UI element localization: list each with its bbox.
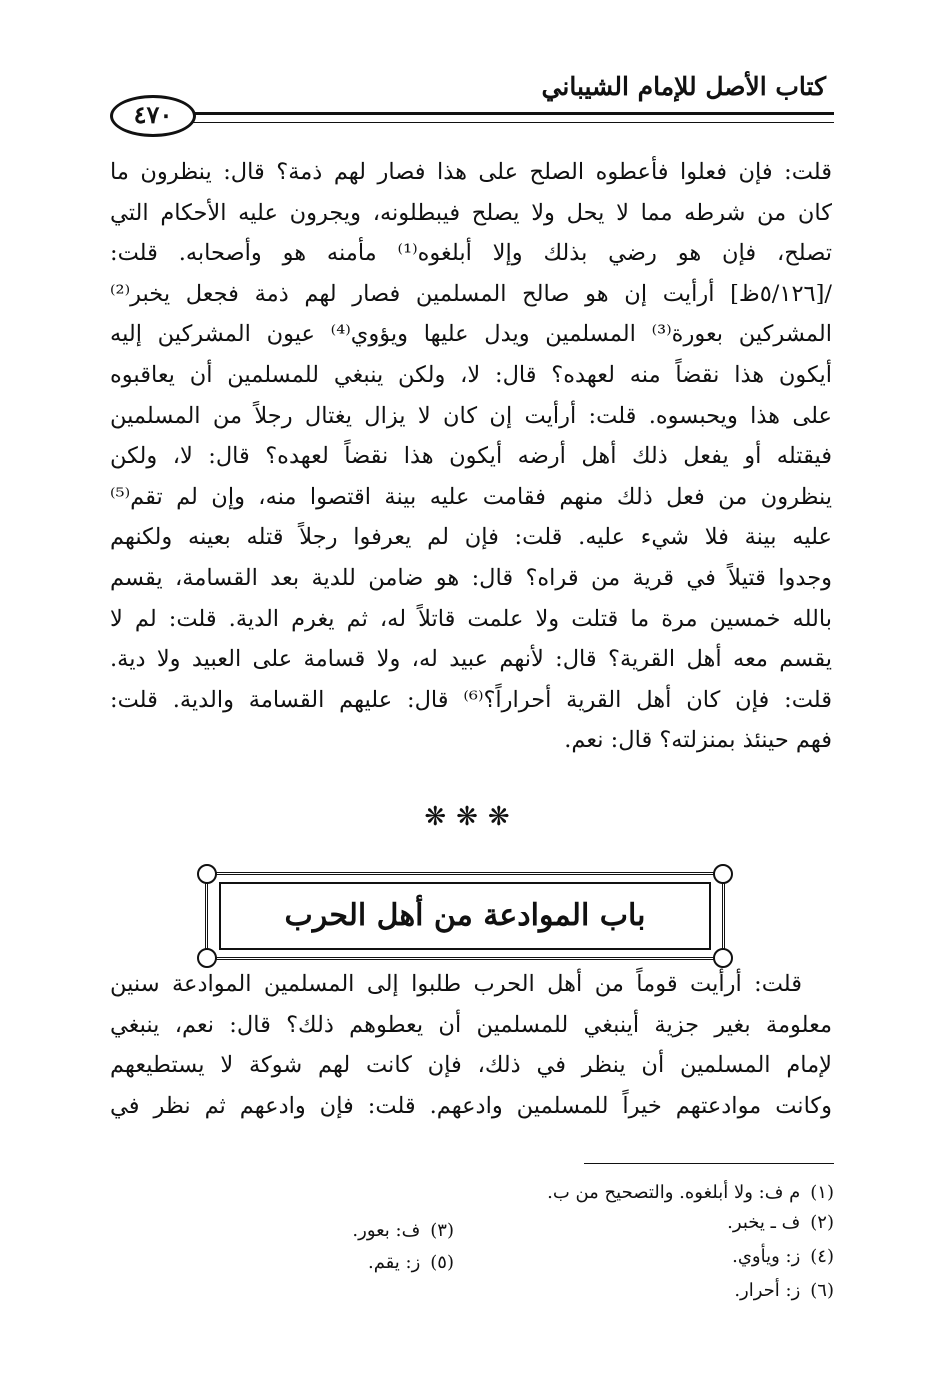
page-number: ٤٧٠	[110, 95, 196, 137]
section-separator: ❋❋❋	[424, 802, 520, 832]
body-paragraph-2	[110, 964, 832, 1126]
text-line: كان من شرطه مما لا يحل ولا يصلح فيبطلونه، ويجرون عليه الأحكام التي	[110, 199, 832, 226]
frame-corner-ornament	[197, 864, 217, 884]
footnote-5	[368, 1248, 454, 1277]
text-line: على هذا ويحبسوه. قلت: أرأيت إن كان لا يزال يغتال رجلاً من المسلمين	[110, 402, 832, 429]
footnote-text: ز: ويأوي.	[732, 1246, 801, 1267]
text-line: ينظرون من فعل ذلك منهم فقامت عليه بينة اقتصوا منه، وإن لم تقم⁽⁵⁾	[110, 483, 832, 510]
footnote-text: ز: يقم.	[367, 1252, 421, 1273]
text-line: بالله خمسين مرة ما قتلت ولا علمت قاتلاً له، ثم يغرم الدية. قلت: لم لا	[110, 605, 832, 632]
text-line: المشركين بعورة⁽³⁾ المسلمين ويدل عليها ويؤوي⁽⁴⁾ عيون المشركين إليه	[110, 321, 832, 348]
text-line: معلومة بغير جزية أينبغي للمسلمين أن يعطوهم ذلك؟ قال: نعم، ينبغي	[110, 1011, 832, 1038]
footnote-number: (٥)	[430, 1252, 454, 1273]
text-line: قلت: أرأيت قوماً من أهل الحرب طلبوا إلى المسلمين الموادعة سنين	[110, 971, 802, 997]
footnote-number: (٤)	[810, 1246, 834, 1267]
text-line: قلت: فإن كان أهل القرية أحراراً؟⁽⁶⁾ قال: عليهم القسامة والدية. قلت:	[110, 686, 832, 713]
footnote-rule	[584, 1163, 834, 1164]
header-rule	[168, 112, 834, 123]
text-line: /[٥/١٢٦ظ] أرأيت إن هو صالح المسلمين فصار لهم ذمة فجعل يخبر⁽²⁾	[110, 280, 832, 307]
text-line: لإمام المسلمين أن ينظر في ذلك، فإن كانت لهم شوكة لا يستطيعهم	[110, 1052, 832, 1079]
footnote-text: ف ـ يخبر.	[727, 1212, 801, 1233]
footnote-number: (١)	[810, 1182, 834, 1203]
footnote-4	[732, 1242, 834, 1271]
text-line: يقسم معه أهل القرية؟ قال: لأنهم عبيد له، ولا قسامة على العبيد ولا دية.	[110, 646, 832, 673]
text-line: عليه بينة فلا شيء عليه. قلت: فإن لم يعرفوا رجلاً قتله بعينه ولكنهم	[110, 524, 832, 551]
text-line: وجدوا قتيلاً في قرية من قراه؟ قال: هو ضامن للدية بعد القسامة، يقسم	[110, 564, 832, 591]
footnote-text: م ف: ولا أبلغوه. والتصحيح من ب.	[547, 1182, 801, 1203]
footnote-3	[352, 1216, 454, 1245]
chapter-title: باب الموادعة من أهل الحرب	[284, 898, 646, 933]
footnote-1	[547, 1178, 834, 1207]
text-line: تصلح، فإن هو رضي بذلك وإلا أبلغوه⁽¹⁾ مأمنه هو وأصحابه. قلت:	[110, 240, 832, 267]
text-line: فهم حينئذ بمنزلته؟ قال: نعم.	[564, 727, 832, 754]
body-paragraph-1	[110, 152, 832, 761]
frame-corner-ornament	[713, 864, 733, 884]
footnote-number: (٣)	[430, 1220, 454, 1241]
footnote-text: ز: أحرار.	[734, 1280, 801, 1301]
text-line: وكانت موادعتهم خيراً للمسلمين وادعهم. قلت: فإن وادعهم ثم نظر في	[110, 1092, 832, 1119]
text-line: قلت: فإن فعلوا فأعطوه الصلح على هذا فصار لهم ذمة؟ قال: ينظرون ما	[110, 159, 832, 185]
footnote-number: (٦)	[810, 1280, 834, 1301]
footnote-text: ف: بعور.	[352, 1220, 421, 1241]
footnote-number: (٢)	[810, 1212, 834, 1233]
text-line: فيقتله أو يفعل ذلك أهل أرضه أيكون هذا نقضاً لعهده؟ قال: لا، ولكن	[110, 443, 832, 470]
footnote-6	[734, 1276, 834, 1305]
chapter-heading-frame	[205, 872, 725, 960]
text-line: أيكون هذا نقضاً منه لعهده؟ قال: لا، ولكن ينبغي للمسلمين أن يعاقبوه	[110, 361, 832, 388]
running-title: كتاب الأصل للإمام الشيباني	[541, 72, 826, 101]
footnote-2	[727, 1208, 834, 1237]
